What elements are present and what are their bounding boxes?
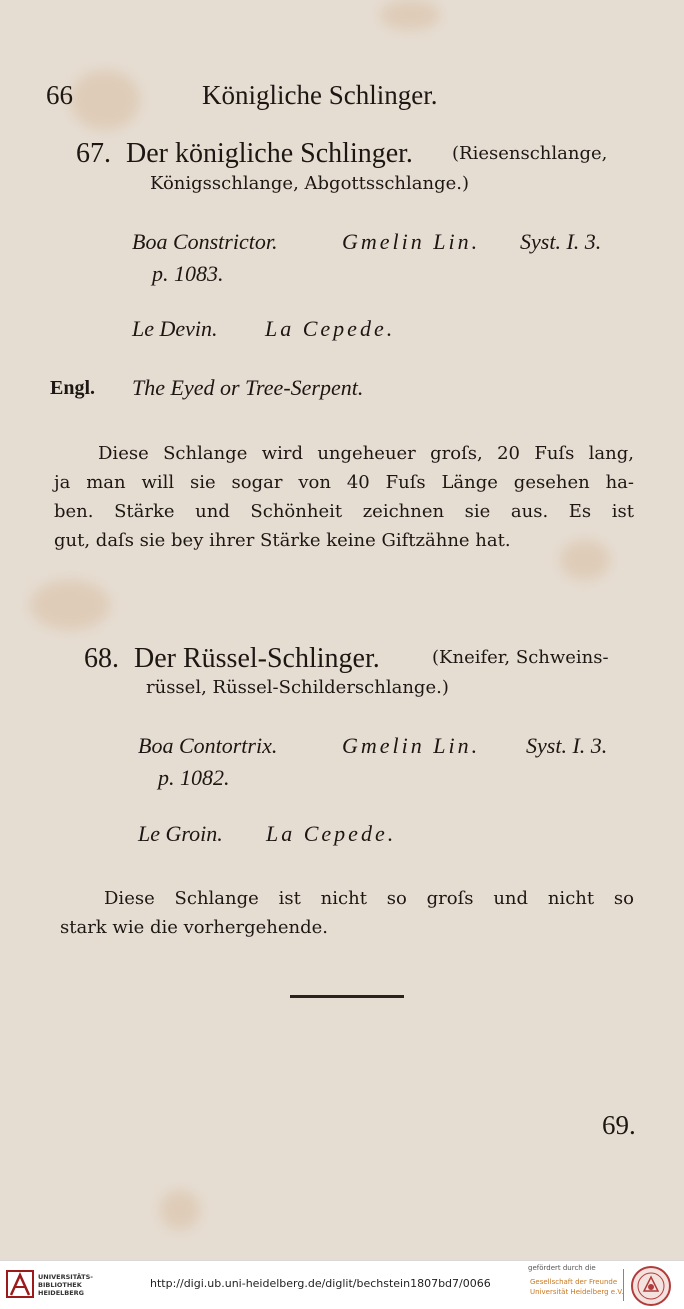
paper-stain (560, 540, 610, 580)
description-line: ja man will sie sogar von 40 Fuſs Länge gesehen ha- (54, 472, 634, 493)
reference-author: La Cepede. (266, 821, 397, 846)
library-name-line: HEIDELBERG (38, 1289, 85, 1297)
reference-name: Boa Constrictor. (132, 229, 278, 254)
permalink-url[interactable]: http://digi.ub.uni-heidelberg.de/diglit/bechstein1807bd7/0066 (150, 1277, 491, 1290)
reference-page: p. 1083. (152, 261, 224, 286)
entry-synonyms: rüssel, Rüssel-Schilderschlange.) (146, 677, 449, 698)
paper-stain (70, 70, 140, 130)
description-line: ben. Stärke und Schönheit zeichnen sie aus. Es ist (54, 501, 634, 522)
running-head-title: Königliche Schlinger. (202, 80, 438, 110)
entry-number: 67. (76, 138, 111, 169)
library-name-line: BIBLIOTHEK (38, 1281, 82, 1289)
entry-title: Der königliche Schlinger. (126, 138, 413, 169)
entry-synonyms: (Riesenschlange, (452, 143, 608, 164)
description-line: stark wie die vorhergehende. (60, 917, 328, 938)
society-name-line: Gesellschaft der Freunde (530, 1278, 618, 1286)
footer-divider (623, 1269, 624, 1301)
section-rule (290, 995, 404, 998)
reference-citation: Syst. I. 3. (526, 733, 608, 758)
description-line: gut, daſs sie bey ihrer Stärke keine Giftzähne hat. (54, 530, 511, 551)
footer-bar (0, 1260, 684, 1309)
paper-stain (380, 0, 440, 30)
reference-name: Le Devin. (132, 316, 218, 341)
reference-author: Gmelin Lin. (342, 229, 481, 254)
description-line: Diese Schlange wird ungeheuer groſs, 20 Fuſs lang, (98, 443, 634, 464)
reference-name: Le Groin. (138, 821, 223, 846)
entry-synonyms: Königsschlange, Abgottsschlange.) (150, 173, 470, 194)
reference-author: La Cepede. (265, 316, 396, 341)
entry-title: Der Rüssel-Schlinger. (134, 643, 380, 674)
entry-number: 68. (84, 643, 119, 674)
english-name: The Eyed or Tree-Serpent. (132, 375, 364, 400)
university-seal-icon (630, 1265, 672, 1307)
catchword: 69. (602, 1110, 636, 1140)
society-name-line: Universität Heidelberg e.V. (530, 1288, 624, 1296)
funded-by-text: gefördert durch die (528, 1264, 596, 1272)
description-line: Diese Schlange ist nicht so groſs und nicht so (104, 888, 634, 909)
paper-stain (160, 1190, 200, 1230)
reference-author: Gmelin Lin. (342, 733, 481, 758)
language-label: Engl. (50, 377, 96, 399)
reference-name: Boa Contortrix. (138, 733, 278, 758)
library-name-line: UNIVERSITÄTS- (38, 1273, 93, 1281)
university-library-logo-icon (6, 1269, 34, 1299)
reference-citation: Syst. I. 3. (520, 229, 602, 254)
paper-stain (30, 580, 110, 630)
entry-synonyms: (Kneifer, Schweins- (432, 647, 609, 668)
page-number: 66 (46, 80, 73, 110)
reference-page: p. 1082. (158, 765, 230, 790)
